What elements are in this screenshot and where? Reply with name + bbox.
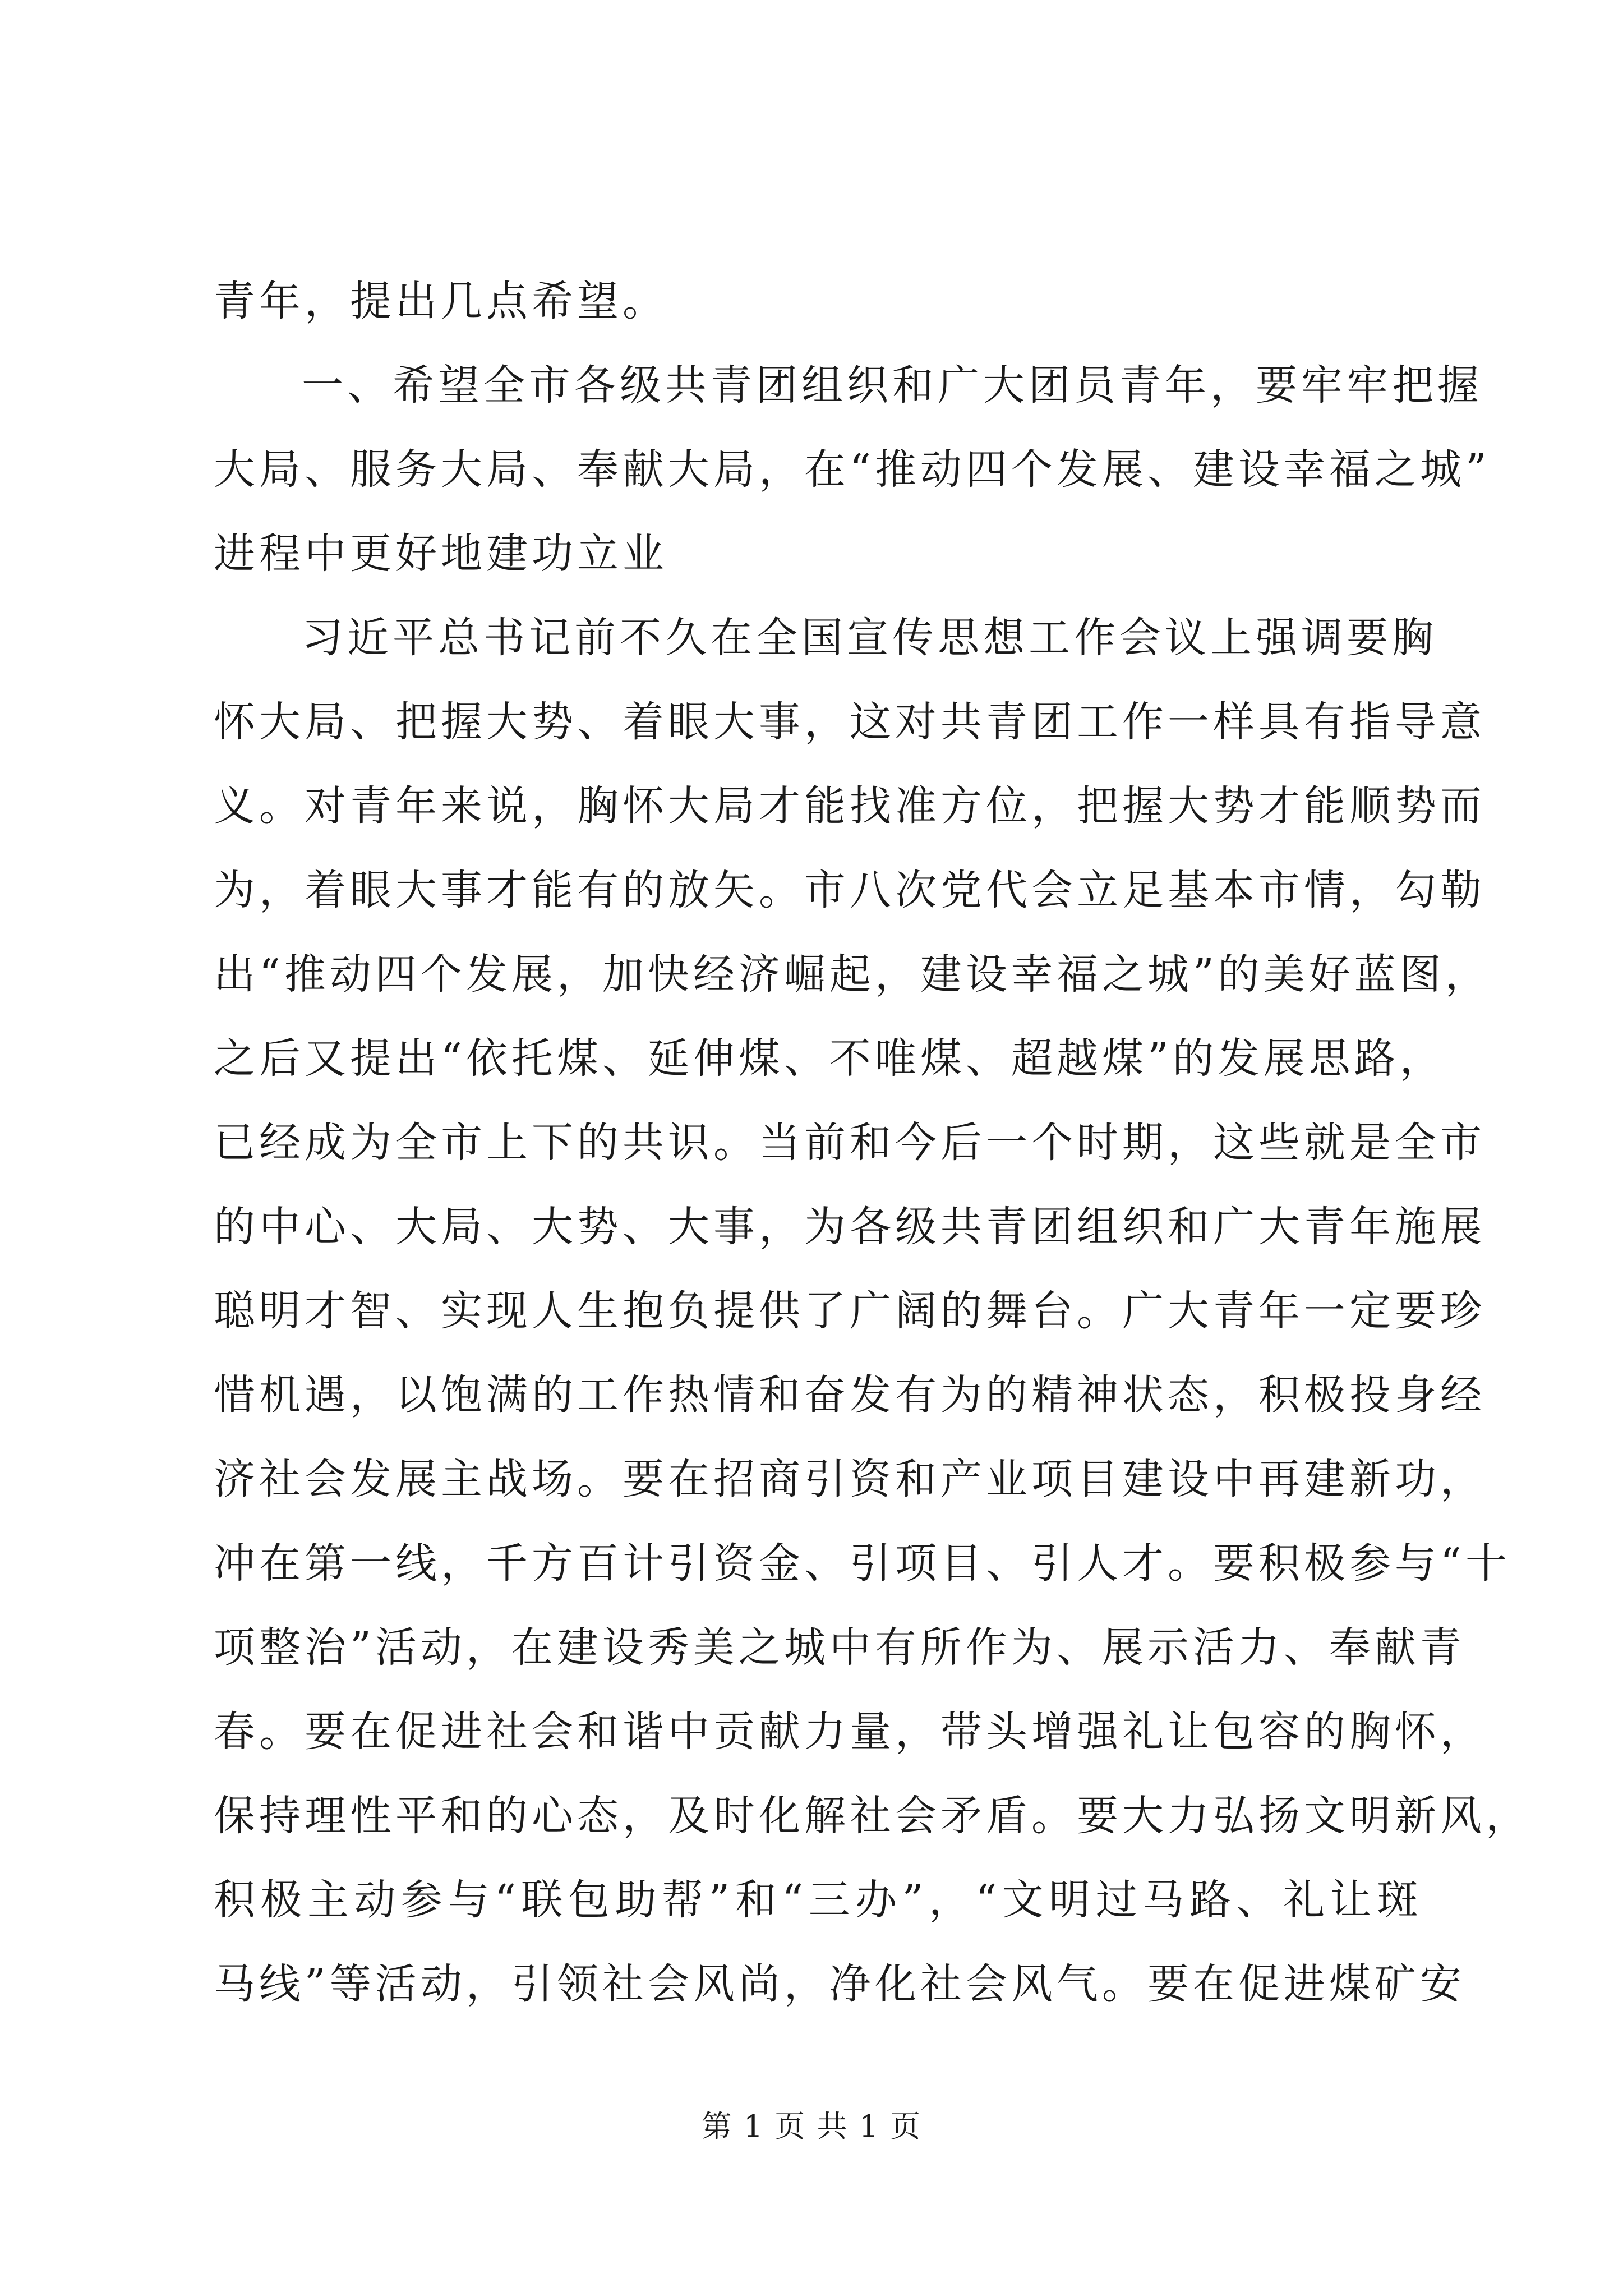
- document-body: [214, 259, 1531, 2026]
- paragraph-line: 怀大局、把握大势、着眼大事，这对共青团工作一样具有指导意: [214, 698, 1486, 746]
- paragraph-line: 冲在第一线，千方百计引资金、引项目、引人才。要积极参与“十: [214, 1539, 1511, 1588]
- paragraph-line: 积极主动参与“联包助帮”和“三办”，“文明过马路、礼让斑: [214, 1876, 1422, 1924]
- paragraph-line: 出“推动四个发展，加快经济崛起，建设幸福之城”的美好蓝图，: [214, 950, 1491, 999]
- paragraph-line: 春。要在促进社会和谐中贡献力量，带头增强礼让包容的胸怀，: [214, 1708, 1486, 1756]
- paragraph-line: 马线”等活动，引领社会风尚，净化社会风气。要在促进煤矿安: [214, 1960, 1465, 2008]
- paragraph-line: 项整治”活动，在建设秀美之城中有所作为、展示活力、奉献青: [214, 1623, 1465, 1672]
- paragraph-line: 的中心、大局、大势、大事，为各级共青团组织和广大青年施展: [214, 1203, 1486, 1251]
- paragraph-line: 聪明才智、实现人生抱负提供了广阔的舞台。广大青年一定要珍: [214, 1287, 1486, 1335]
- section-heading-line: 大局、服务大局、奉献大局，在“推动四个发展、建设幸福之城”: [214, 445, 1491, 494]
- paragraph-line: 惜机遇，以饱满的工作热情和奋发有为的精神状态，积极投身经: [214, 1371, 1486, 1419]
- paragraph-line: 义。对青年来说，胸怀大局才能找准方位，把握大势才能顺势而: [214, 782, 1486, 830]
- paragraph-line: 习近平总书记前不久在全国宣传思想工作会议上强调要胸: [302, 614, 1437, 662]
- paragraph-line: 之后又提出“依托煤、延伸煤、不唯煤、超越煤”的发展思路，: [214, 1034, 1445, 1083]
- text-line: 青年，提出几点希望。: [214, 277, 668, 325]
- section-heading-line: 一、希望全市各级共青团组织和广大团员青年，要牢牢把握: [302, 361, 1483, 409]
- paragraph-line: 为，着眼大事才能有的放矢。市八次党代会立足基本市情，勾勒: [214, 866, 1486, 914]
- section-heading-line: 进程中更好地建功立业: [214, 530, 668, 578]
- paragraph-line: 济社会发展主战场。要在招商引资和产业项目建设中再建新功，: [214, 1455, 1486, 1503]
- page-number-footer: 第 1 页 共 1 页: [701, 2109, 922, 2144]
- paragraph-line: 已经成为全市上下的共识。当前和今后一个时期，这些就是全市: [214, 1119, 1486, 1167]
- paragraph-line: 保持理性平和的心态，及时化解社会矛盾。要大力弘扬文明新风，: [214, 1792, 1531, 1840]
